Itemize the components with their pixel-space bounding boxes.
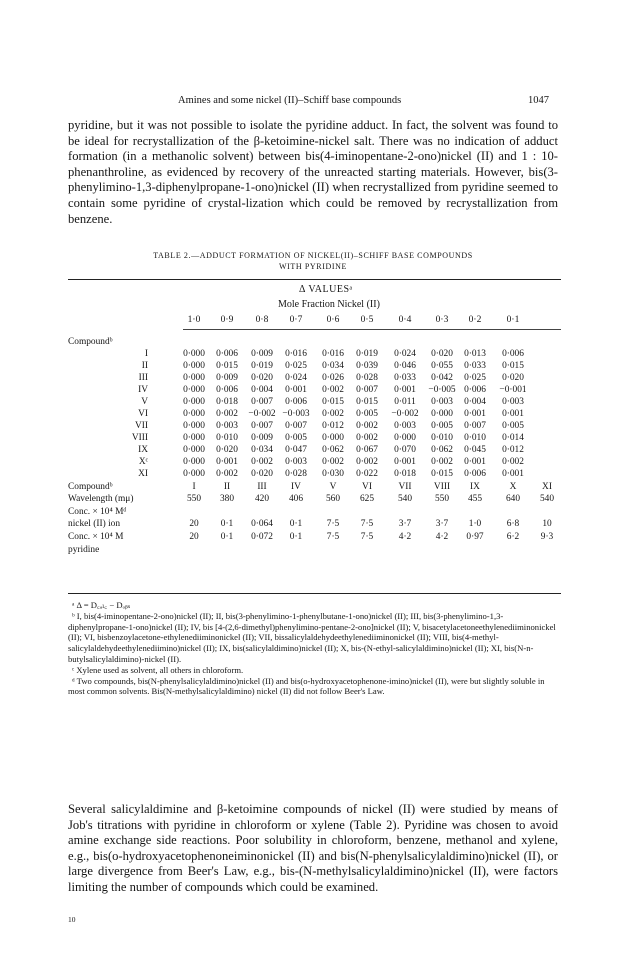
table-row (0, 397, 624, 409)
table-caption (68, 250, 558, 272)
table-row (0, 409, 624, 421)
table-cell: 0·004 (251, 385, 273, 395)
conc-nickel-label: Conc. × 10⁴ Mᵈ (68, 507, 127, 517)
wavelength-row-cell: 640 (505, 494, 521, 504)
summary-compound-row-cell: XI (542, 482, 552, 492)
footer-mark: 10 (68, 915, 76, 924)
delta-values-heading-text: Δ VALUESᵃ (299, 284, 353, 295)
table-cell: 0·019 (251, 361, 273, 371)
table-cell: 0·001 (464, 409, 486, 419)
footnote: ᵇ I, bis(4-iminopentane-2-ono)nickel (II); II, bis(3-phenylimino-1-phenylbutane-1-ono)nickel (II); III, bis(3-phenylimino-1,3-diphenylpropane-1-ono)nickel (II); IV, bis [4-(2,6-dimethyl)phenylimino-pentane-2-ono]nickel (II); V, bisacetylacetoneethylenediiminonickel (II); VI, bisbenzoylacetone-ethylenediiminonickel (II); VII, bissalicylaldehydeethylenediiminonickel (II); VIII, bis(4-methyl-salicylaldehydeethylenediimino)nickel (II); IX, bis(salicylaldimino)nickel (II); X, bis-(N-ethyl-salicylaldimino)nickel (II); XI, bis(N-n-butylsalicylaldimino)-nickel (II). (68, 610, 556, 664)
table-cell: 0·012 (322, 421, 344, 431)
table-cell: −0·002 (391, 409, 419, 419)
conc-nickel-row-cell: 0·1 (289, 519, 303, 529)
table-cell: 0·015 (356, 397, 378, 407)
table-cell: 0·002 (322, 385, 344, 395)
table-cell: 0·002 (251, 457, 273, 467)
table-cell: 0·028 (285, 469, 307, 479)
table-cell: 0·009 (216, 373, 238, 383)
table-row (0, 349, 624, 361)
running-head (0, 95, 624, 111)
table-cell: 0·020 (216, 445, 238, 455)
row-label: II (141, 361, 148, 371)
table-cell: 0·000 (183, 385, 205, 395)
wavelength-row (0, 494, 624, 506)
table-cell: 0·018 (216, 397, 238, 407)
row-label: VI (138, 409, 148, 419)
table-cell: 0·002 (322, 457, 344, 467)
conc-nickel-row-cell: 0·064 (251, 519, 273, 529)
table-cell: 0·034 (251, 445, 273, 455)
table-cell: 0·003 (394, 421, 416, 431)
table-cell: 0·003 (431, 397, 453, 407)
table-cell: 0·002 (356, 457, 378, 467)
table-cell: 0·007 (251, 397, 273, 407)
table-cell: 0·019 (356, 349, 378, 359)
table-cell: 0·015 (502, 361, 524, 371)
table-cell: 0·005 (431, 421, 453, 431)
summary-compound-row-cell: II (223, 482, 231, 492)
table-cell: 0·030 (322, 469, 344, 479)
table-cell: 0·010 (216, 433, 238, 443)
wavelength-row-label: Wavelength (mμ) (68, 494, 134, 504)
summary-compound-row-label: Compoundᵇ (68, 482, 113, 492)
summary-compound-row (0, 482, 624, 494)
conc-nickel-row-cell: 0·1 (220, 519, 234, 529)
table-cell: 0·000 (183, 373, 205, 383)
mole-fraction-heading-text: Mole Fraction Nickel (II) (278, 299, 380, 310)
table-cell: −0·003 (282, 409, 310, 419)
column-header: 1·0 (187, 315, 201, 325)
conc-pyridine-row-cell: 9·3 (540, 532, 554, 542)
table-cell: 0·062 (322, 445, 344, 455)
table-cell: 0·001 (502, 469, 524, 479)
table-cell: 0·000 (183, 421, 205, 431)
table-row (0, 433, 624, 445)
table-cell: 0·010 (464, 433, 486, 443)
table-cell: 0·000 (183, 361, 205, 371)
table-row (0, 421, 624, 433)
table-cell: 0·018 (394, 469, 416, 479)
table-cell: 0·005 (502, 421, 524, 431)
column-header: 0·7 (289, 315, 303, 325)
summary-compound-row-cell: VIII (433, 482, 451, 492)
footnote: ᵃ Δ = D꜀ₐₗ꜀ − Dₒᵦₛ (72, 600, 131, 610)
table-cell: 0·006 (502, 349, 524, 359)
table-row (0, 445, 624, 457)
table-cell: 0·007 (251, 421, 273, 431)
table-cell: 0·000 (394, 433, 416, 443)
table-cell: 0·026 (322, 373, 344, 383)
table-cell: −0·005 (428, 385, 456, 395)
page-number: 1047 (528, 95, 549, 106)
column-header: 0·4 (398, 315, 412, 325)
table-cell: 0·001 (502, 409, 524, 419)
table-cell: 0·004 (464, 397, 486, 407)
table-cell: 0·007 (285, 421, 307, 431)
conc-pyridine-row (0, 532, 624, 544)
row-label: V (141, 397, 148, 407)
table-cell: 0·034 (322, 361, 344, 371)
table-cell: 0·006 (464, 469, 486, 479)
table-cell: 0·062 (431, 445, 453, 455)
table-cell: −0·002 (248, 409, 276, 419)
column-header: 0·5 (360, 315, 374, 325)
table-cell: 0·028 (356, 373, 378, 383)
table-cell: 0·016 (285, 349, 307, 359)
conc-label-row-4 (0, 545, 624, 557)
table-cell: 0·010 (431, 433, 453, 443)
summary-compound-row-cell: VII (398, 482, 412, 492)
summary-compound-row-cell: VI (362, 482, 372, 492)
table-cell: 0·001 (464, 457, 486, 467)
row-label: VII (134, 421, 148, 431)
table-cell: 0·033 (394, 373, 416, 383)
conc-nickel-row-cell: 7·5 (360, 519, 374, 529)
outro-paragraph: Several salicylaldimine and β-ketoimine compounds of nickel (II) were studied by means of Job's titrations with pyridine in chloroform or xylene (Table 2). Pyridine was chosen to avoid amine exchange side reactions. Poor solubility in chloroform, benzene, methanol and xylene, e.g., bis(o-hydroxyacetophenoneiminonickel (II) and bis(N-phenylsalicylaldimino)nickel (II), or large divergence from Beer's Law, e.g., bis-(N-methylsalicylaldimino)nickel (II), were factors limiting the number of compounds which could be examined. (68, 802, 558, 894)
table-cell: 0·007 (356, 385, 378, 395)
compound-label-row (0, 337, 624, 349)
conc-pyridine-row-cell: 0·1 (220, 532, 234, 542)
wavelength-row-cell: 406 (288, 494, 304, 504)
conc-pyridine-row-label: Conc. × 10⁴ M (68, 532, 124, 542)
table-bottom-rule (68, 593, 561, 594)
table-cell: 0·020 (251, 373, 273, 383)
table-row (0, 469, 624, 481)
conc-pyridine-row-cell: 6·2 (506, 532, 520, 542)
summary-compound-row-cell: III (257, 482, 267, 492)
table-row (0, 457, 624, 469)
table-cell: 0·012 (502, 445, 524, 455)
conc-nickel-row-cell: 3·7 (435, 519, 449, 529)
table-cell: 0·047 (285, 445, 307, 455)
table-cell: 0·020 (251, 469, 273, 479)
table-footnotes (68, 600, 558, 697)
row-label: Xᶜ (138, 457, 148, 467)
table-cell: 0·006 (216, 385, 238, 395)
table-cell: 0·002 (322, 409, 344, 419)
table-cell: 0·000 (183, 397, 205, 407)
table-row (0, 385, 624, 397)
conc-pyridine-row-cell: 4·2 (435, 532, 449, 542)
table-cell: 0·000 (183, 457, 205, 467)
table-cell: 0·003 (216, 421, 238, 431)
footnote: ᶜ Xylene used as solvent, all others in chloroform. (72, 664, 244, 675)
column-header: 0·9 (220, 315, 234, 325)
column-header-rule (183, 329, 561, 330)
table-cell: 0·002 (356, 421, 378, 431)
conc-pyridine-row-cell: 20 (189, 532, 199, 542)
conc-pyridine-row-cell: 7·5 (326, 532, 340, 542)
table-cell: 0·024 (394, 349, 416, 359)
table-cell: 0·020 (431, 349, 453, 359)
conc-pyridine-row-cell: 4·2 (398, 532, 412, 542)
table-cell: 0·000 (183, 409, 205, 419)
table-cell: 0·003 (285, 457, 307, 467)
summary-compound-row-cell: IX (470, 482, 480, 492)
table-row (0, 373, 624, 385)
table-cell: 0·055 (431, 361, 453, 371)
row-label: XI (138, 469, 148, 479)
conc-pyridine-row-cell: 0·072 (251, 532, 273, 542)
table-cell: 0·016 (322, 349, 344, 359)
table-cell: −0·001 (499, 385, 527, 395)
intro-paragraph: pyridine, but it was not possible to isolate the pyridine adduct. In fact, the solvent was found to be ideal for recrystallization of the β-ketoimine-nickel salt. There was no indication of adduct formation (in a methanolic solvent) between bis(4-iminopentane-2-ono)nickel (II) and 1 : 10-phenanthroline, as evidenced by recovery of the unreacted starting materials. However, bis(3-phenylimino-1,3-diphenylpropane-1-ono)nickel (II) when recrystallized from pyridine seemed to contain some pyridine of crystal-lization which could be removed by recrystallization from benzene. (68, 118, 558, 226)
column-headers (0, 315, 624, 329)
wavelength-row-cell: 550 (186, 494, 202, 504)
conc-pyridine-row-cell: 0·97 (466, 532, 484, 542)
table-row (0, 361, 624, 373)
table-cell: 0·000 (183, 469, 205, 479)
table-cell: 0·020 (502, 373, 524, 383)
conc-nickel-row-cell: 1·0 (468, 519, 482, 529)
column-header: 0·1 (506, 315, 520, 325)
conc-nickel-row-cell: 7·5 (326, 519, 340, 529)
conc-label-row-1 (0, 507, 624, 519)
conc-nickel-row-cell: 20 (189, 519, 199, 529)
column-header: 0·6 (326, 315, 340, 325)
table-cell: 0·046 (394, 361, 416, 371)
conc-pyridine-row-cell: 7·5 (360, 532, 374, 542)
table-cell: 0·015 (216, 361, 238, 371)
table-cell: 0·003 (502, 397, 524, 407)
table-cell: 0·001 (285, 385, 307, 395)
table-cell: 0·006 (464, 385, 486, 395)
table-cell: 0·006 (216, 349, 238, 359)
table-cell: 0·022 (356, 469, 378, 479)
table-cell: 0·042 (431, 373, 453, 383)
footnote: ᵈ Two compounds, bis(N-phenylsalicylaldimino)nickel (II) and bis(o-hydroxyacetophenone-imino)nickel (II), were but slightly soluble in most common solvents. Bis(N-methylsalicylaldimino) nickel (II) did not follow Beer's Law. (68, 675, 545, 697)
table-cell: 0·070 (394, 445, 416, 455)
table-caption-line-2: WITH PYRIDINE (278, 262, 347, 271)
table-cell: 0·024 (285, 373, 307, 383)
table-cell: 0·002 (502, 457, 524, 467)
table-cell: 0·007 (464, 421, 486, 431)
conc-nickel-row-cell: 10 (542, 519, 552, 529)
table-cell: 0·000 (431, 409, 453, 419)
column-header: 0·8 (255, 315, 269, 325)
table-cell: 0·000 (183, 349, 205, 359)
table-cell: 0·000 (183, 433, 205, 443)
wavelength-row-cell: 420 (254, 494, 270, 504)
row-label: IX (138, 445, 148, 455)
wavelength-row-cell: 550 (434, 494, 450, 504)
table-cell: 0·009 (251, 349, 273, 359)
table-cell: 0·005 (356, 409, 378, 419)
row-label: IV (138, 385, 148, 395)
wavelength-row-cell: 560 (325, 494, 341, 504)
table-cell: 0·002 (356, 433, 378, 443)
row-label: I (144, 349, 148, 359)
column-header: 0·3 (435, 315, 449, 325)
table-cell: 0·002 (216, 469, 238, 479)
conc-nickel-row-label: nickel (II) ion (68, 519, 121, 529)
table-cell: 0·001 (216, 457, 238, 467)
compound-label: Compoundᵇ (68, 337, 113, 347)
table-cell: 0·015 (431, 469, 453, 479)
summary-compound-row-cell: X (509, 482, 517, 492)
wavelength-row-cell: 455 (467, 494, 483, 504)
table-cell: 0·025 (464, 373, 486, 383)
table-cell: 0·015 (322, 397, 344, 407)
table-cell: 0·002 (216, 409, 238, 419)
table-cell: 0·005 (285, 433, 307, 443)
wavelength-row-cell: 540 (397, 494, 413, 504)
table-cell: 0·009 (251, 433, 273, 443)
table-cell: 0·025 (285, 361, 307, 371)
wavelength-row-cell: 540 (539, 494, 555, 504)
table-cell: 0·011 (394, 397, 416, 407)
summary-compound-row-cell: IV (291, 482, 301, 492)
table-cell: 0·014 (502, 433, 524, 443)
conc-nickel-row-cell: 3·7 (398, 519, 412, 529)
table-cell: 0·006 (285, 397, 307, 407)
table-cell: 0·033 (464, 361, 486, 371)
table-cell: 0·001 (394, 457, 416, 467)
table-cell: 0·013 (464, 349, 486, 359)
wavelength-row-cell: 625 (359, 494, 375, 504)
row-label: VIII (131, 433, 148, 443)
table-cell: 0·045 (464, 445, 486, 455)
conc-nickel-row-cell: 6·8 (506, 519, 520, 529)
summary-compound-row-cell: I (192, 482, 196, 492)
running-title: Amines and some nickel (II)–Schiff base compounds (178, 95, 402, 106)
summary-compound-row-cell: V (329, 482, 337, 492)
conc-pyridine-row-cell: 0·1 (289, 532, 303, 542)
table-cell: 0·039 (356, 361, 378, 371)
wavelength-row-cell: 380 (219, 494, 235, 504)
table-cell: 0·067 (356, 445, 378, 455)
table-cell: 0·002 (431, 457, 453, 467)
table-caption-line-1: TABLE 2.—ADDUCT FORMATION OF NICKEL(II)–SCHIFF BASE COMPOUNDS (153, 251, 473, 260)
conc-nickel-row (0, 519, 624, 531)
table-top-rule (68, 279, 561, 280)
column-header: 0·2 (468, 315, 482, 325)
table-cell: 0·000 (322, 433, 344, 443)
conc-pyridine-label: pyridine (68, 545, 100, 555)
table-cell: 0·000 (183, 445, 205, 455)
row-label: III (138, 373, 148, 383)
table-cell: 0·001 (394, 385, 416, 395)
